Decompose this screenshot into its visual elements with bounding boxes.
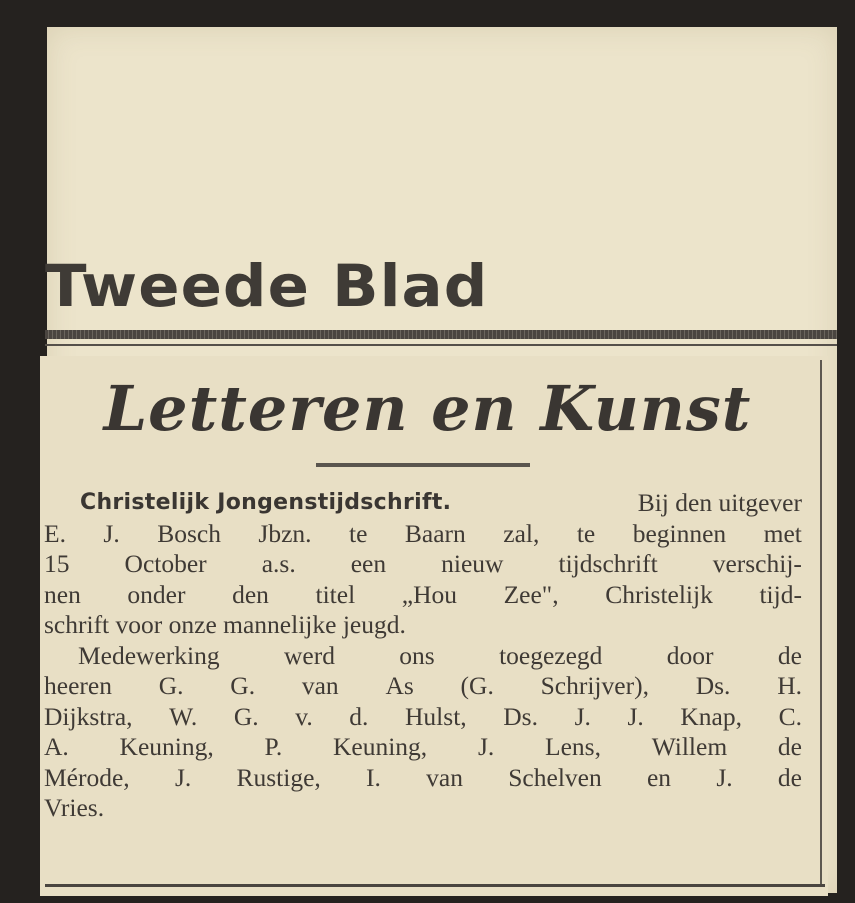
article-word: ons	[399, 640, 435, 670]
article-word: Bosch	[157, 518, 221, 548]
article-word: Schelven	[508, 762, 602, 792]
article-word: Lens,	[545, 732, 601, 761]
article-word: Rustige,	[236, 762, 321, 792]
article-word: (G.	[460, 671, 494, 700]
article-word: Dijkstra,	[44, 701, 133, 731]
article-word: W.	[169, 701, 198, 731]
article-word: v.	[295, 701, 313, 731]
article-word: Willem	[651, 732, 728, 761]
article-word: de	[777, 640, 802, 670]
article-word: met	[763, 518, 802, 548]
masthead-rule-thin	[45, 344, 837, 346]
article-word: de	[777, 732, 802, 761]
article-line	[44, 519, 802, 550]
article-word: E.	[44, 518, 66, 548]
article-line: Vries.	[44, 793, 105, 822]
article-word: J.	[174, 762, 192, 792]
article-word: A.	[44, 732, 69, 761]
article-word: Baarn	[404, 518, 466, 548]
article-word: Medewerking	[78, 640, 220, 670]
article-word: beginnen	[632, 518, 727, 548]
article-word: door	[666, 640, 714, 670]
article-word: de	[777, 762, 802, 792]
article-word: titel	[315, 579, 356, 609]
article-word: October	[124, 549, 207, 578]
article-word: en	[646, 762, 672, 792]
section-title-rule	[316, 463, 530, 467]
article-word: As	[385, 671, 414, 700]
article-word: den	[232, 579, 269, 609]
article-word: onder	[127, 579, 186, 609]
article-word: Ds.	[503, 701, 538, 731]
article-line	[44, 580, 802, 611]
article-word: J.	[477, 732, 495, 761]
article-word: J.	[103, 518, 120, 548]
article-word: „Hou	[401, 579, 457, 609]
article-word: nieuw	[441, 549, 504, 578]
article-word: H.	[777, 671, 802, 700]
article-line	[44, 549, 802, 580]
section-title: Letteren en Kunst	[103, 372, 752, 445]
article-word: C.	[778, 701, 802, 731]
article-line	[44, 763, 802, 794]
article-line	[44, 671, 802, 702]
article-word: Keuning,	[332, 732, 428, 761]
article-word: Keuning,	[119, 732, 214, 761]
article-word: J.	[627, 701, 644, 731]
article-word: Jbzn.	[258, 518, 312, 548]
column-rule-bottom	[45, 884, 825, 887]
article-word: J.	[574, 701, 591, 731]
article-word: Zee",	[503, 579, 559, 609]
article-word: P.	[264, 732, 283, 761]
masthead-rule-thick	[45, 330, 837, 339]
article-word: toegezegd	[499, 640, 603, 670]
article-word: a.s.	[261, 549, 296, 578]
article-word: van	[301, 671, 339, 700]
article-word: werd	[283, 640, 335, 670]
article-word: Hulst,	[405, 701, 467, 731]
article-word: te	[576, 518, 596, 548]
article-body	[44, 488, 802, 824]
article-word: G.	[230, 671, 256, 700]
article-word: G.	[158, 671, 184, 700]
article-heading: Christelijk Jongenstijdschrift.	[80, 490, 452, 515]
article-word: zal,	[503, 518, 540, 548]
article-word: een	[350, 549, 387, 578]
article-word: d.	[349, 701, 369, 731]
masthead-title: Tweede Blad	[45, 252, 489, 320]
article-line	[44, 641, 802, 672]
article-word: Knap,	[680, 701, 742, 731]
article-word: tijd-	[759, 579, 802, 609]
article-word: te	[349, 518, 368, 548]
article-word: G.	[233, 701, 259, 731]
article-word: Christelijk	[605, 579, 713, 609]
article-word: heeren	[44, 671, 112, 700]
article-word: 15	[44, 549, 70, 578]
article-word: verschij-	[712, 549, 802, 578]
article-word: I.	[366, 762, 381, 792]
article-line	[44, 702, 802, 733]
article-word: Mérode,	[44, 762, 130, 792]
article-line	[44, 732, 802, 763]
article-word: van	[426, 762, 463, 792]
article-word: nen	[44, 579, 81, 609]
article-word: Ds.	[695, 671, 731, 700]
article-word: J.	[716, 762, 733, 792]
article-line	[44, 488, 802, 519]
article-line-text: Bij den uitgever	[637, 488, 802, 517]
article-line: schrift voor onze mannelijke jeugd.	[44, 610, 406, 639]
article-word: tijdschrift	[558, 549, 658, 578]
article-word: Schrijver),	[540, 671, 649, 700]
